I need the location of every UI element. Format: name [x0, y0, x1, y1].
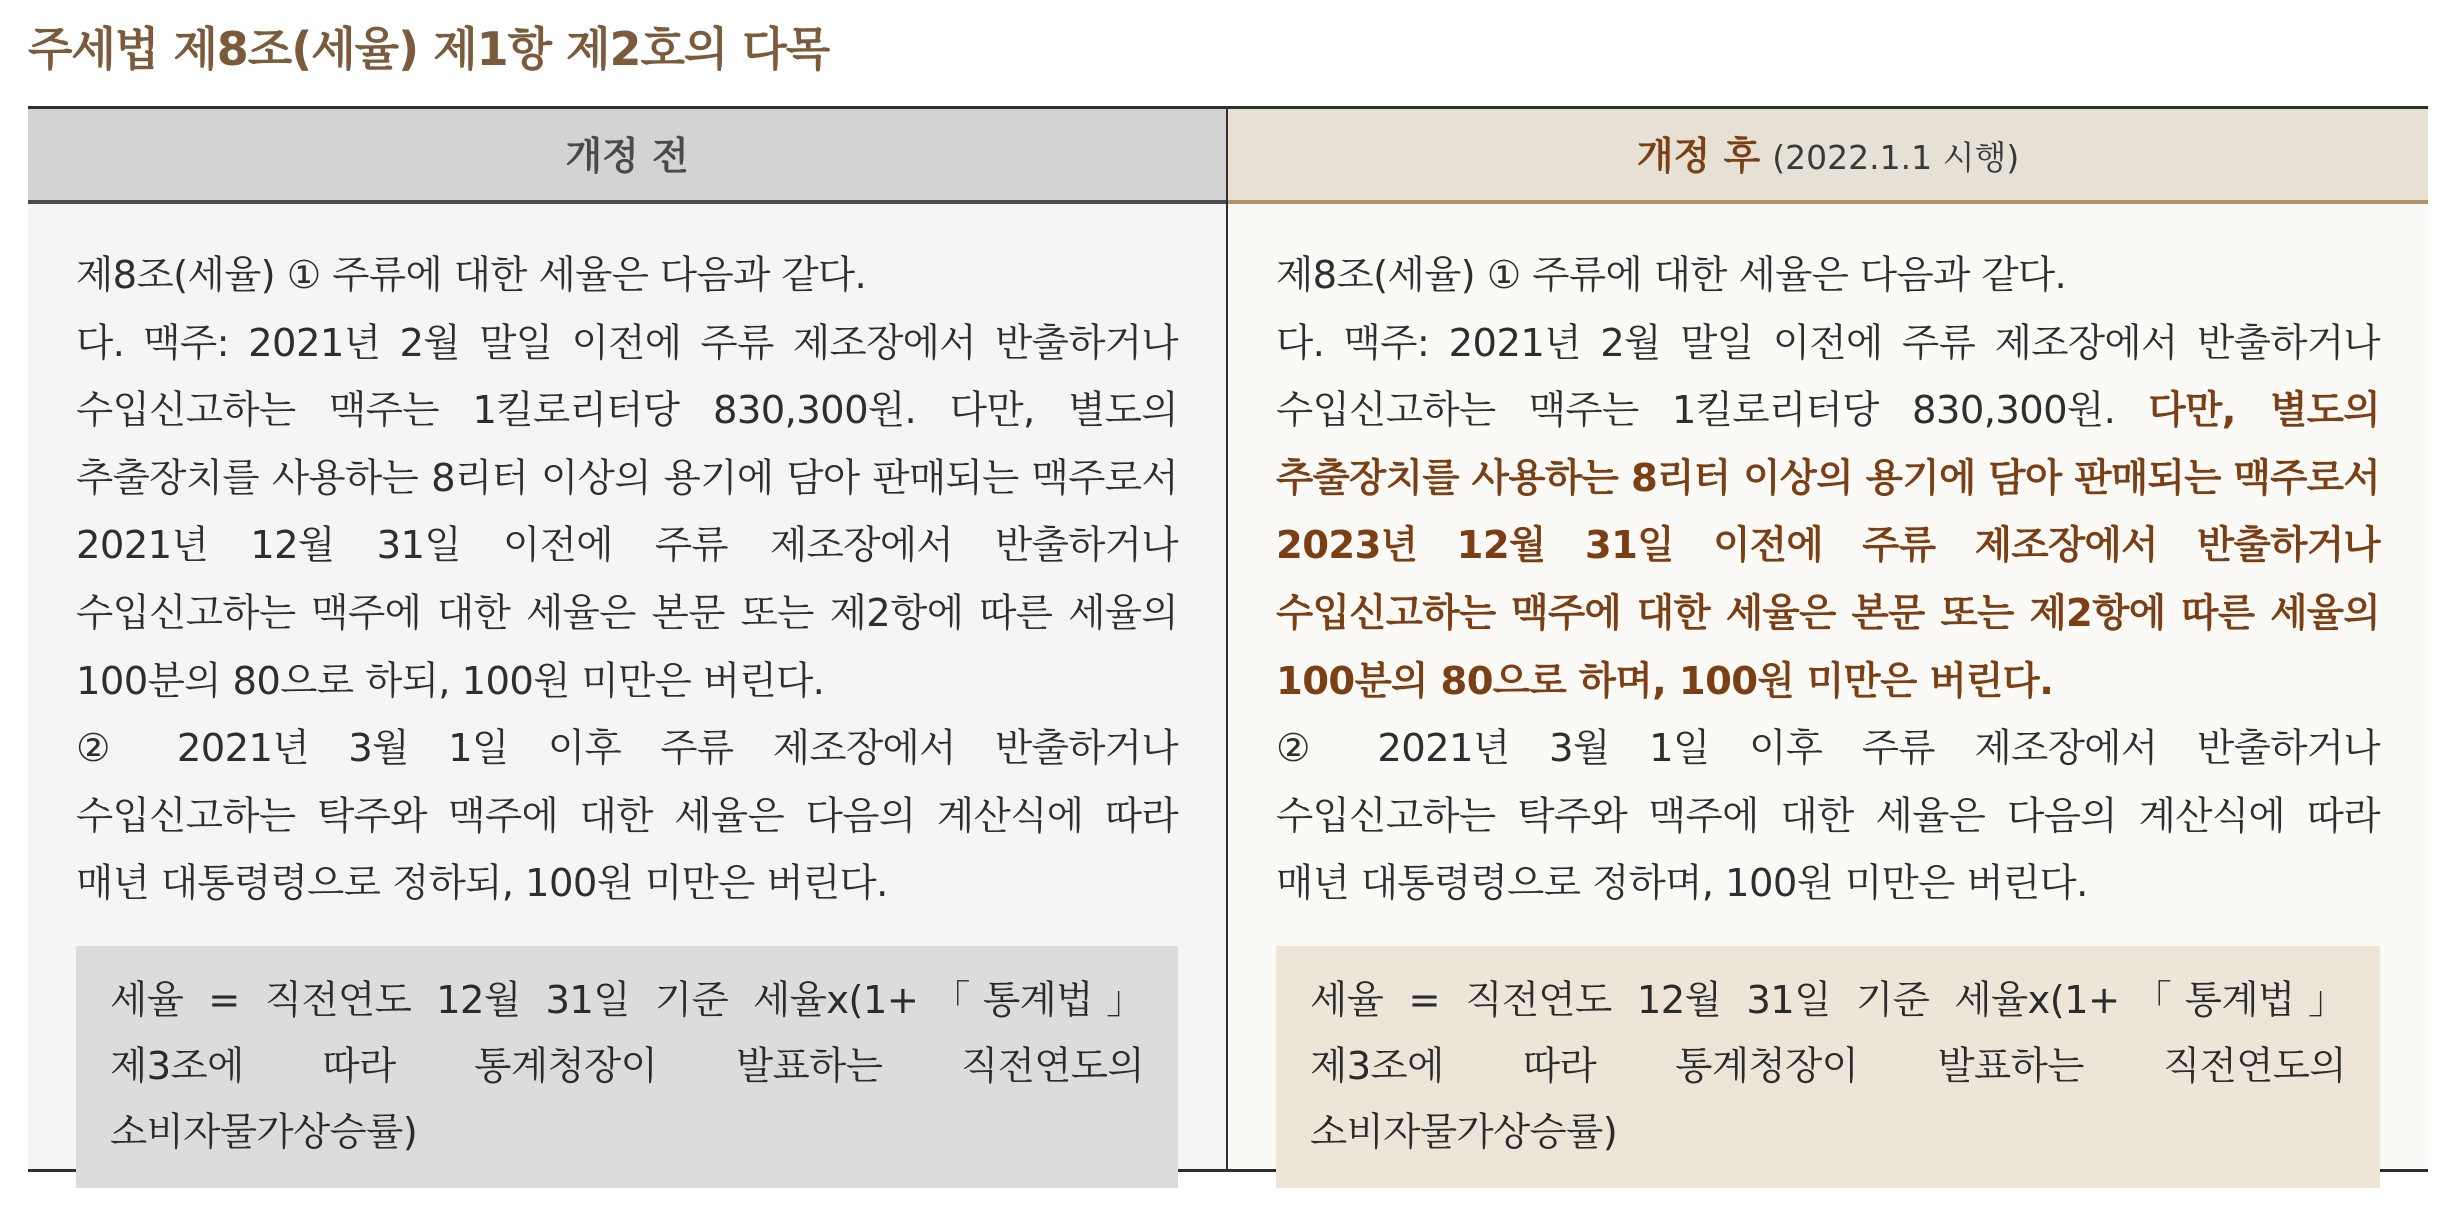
column-before [28, 109, 1228, 1169]
after-clause-beer-unchanged: 다. 맥주: 2021년 2월 말일 이전에 주류 제조장에서 반출하거나 수입신고하는 맥주는 1킬로리터당 830,300원. [1276, 320, 2380, 434]
column-after [1228, 109, 2428, 1169]
after-clause-2: ② 2021년 3월 1일 이후 주류 제조장에서 반출하거나 수입신고하는 탁주와 맥주에 대한 세율은 다음의 계산식에 따라 매년 대통령령으로 정하며, 100원 미만은 버린다. [1276, 726, 2380, 907]
before-clause-beer: 다. 맥주: 2021년 2월 말일 이전에 주류 제조장에서 반출하거나 수입신고하는 맥주는 1킬로리터당 830,300원. 다만, 별도의 추출장치를 사용하는 8리터 이상의 용기에 담아 판매되는 맥주로서 2021년 12월 31일 이전에 주류 제조장에서 반출하거나 수입신고하는 맥주에 대한 세율은 본문 또는 제2항에 따른 세율의 100분의 80으로 하되, 100원 미만은 버린다. [76, 320, 1178, 704]
before-clause-2: ② 2021년 3월 1일 이후 주류 제조장에서 반출하거나 수입신고하는 탁주와 맥주에 대한 세율은 다음의 계산식에 따라 매년 대통령령으로 정하되, 100원 미만은 버린다. [76, 726, 1178, 907]
page-title: 주세법 제8조(세율) 제1항 제2호의 다목 [28, 22, 830, 76]
column-after-body [1228, 204, 2428, 1188]
after-clause-1: 제8조(세율) ① 주류에 대한 세율은 다음과 같다. [1276, 253, 2067, 298]
after-clause-beer-amended: 다만, 별도의 추출장치를 사용하는 8리터 이상의 용기에 담아 판매되는 맥주로서 2023년 12월 31일 이전에 주류 제조장에서 반출하거나 수입신고하는 맥주에 대한 세율은 본문 또는 제2항에 따른 세율의 100분의 80으로 하며, 100원 미만은 버린다. [1276, 388, 2380, 704]
column-after-effective-date: (2022.1.1 시행) [1772, 138, 2020, 177]
after-clause-beer [1276, 310, 2380, 716]
column-before-header: 개정 전 [28, 109, 1226, 204]
column-after-header [1228, 109, 2428, 204]
column-before-body [28, 204, 1226, 1188]
before-formula-box: 세율 = 직전연도 12월 31일 기준 세율x(1+「통계법」 제3조에 따라 통계청장이 발표하는 직전연도의 소비자물가상승률) [76, 946, 1178, 1188]
column-after-header-label: 개정 후 [1636, 134, 1761, 178]
before-clause-1: 제8조(세율) ① 주류에 대한 세율은 다음과 같다. [76, 253, 867, 298]
after-formula-box: 세율 = 직전연도 12월 31일 기준 세율x(1+「통계법」 제3조에 따라 통계청장이 발표하는 직전연도의 소비자물가상승률) [1276, 946, 2380, 1188]
comparison-table [28, 106, 2428, 1172]
